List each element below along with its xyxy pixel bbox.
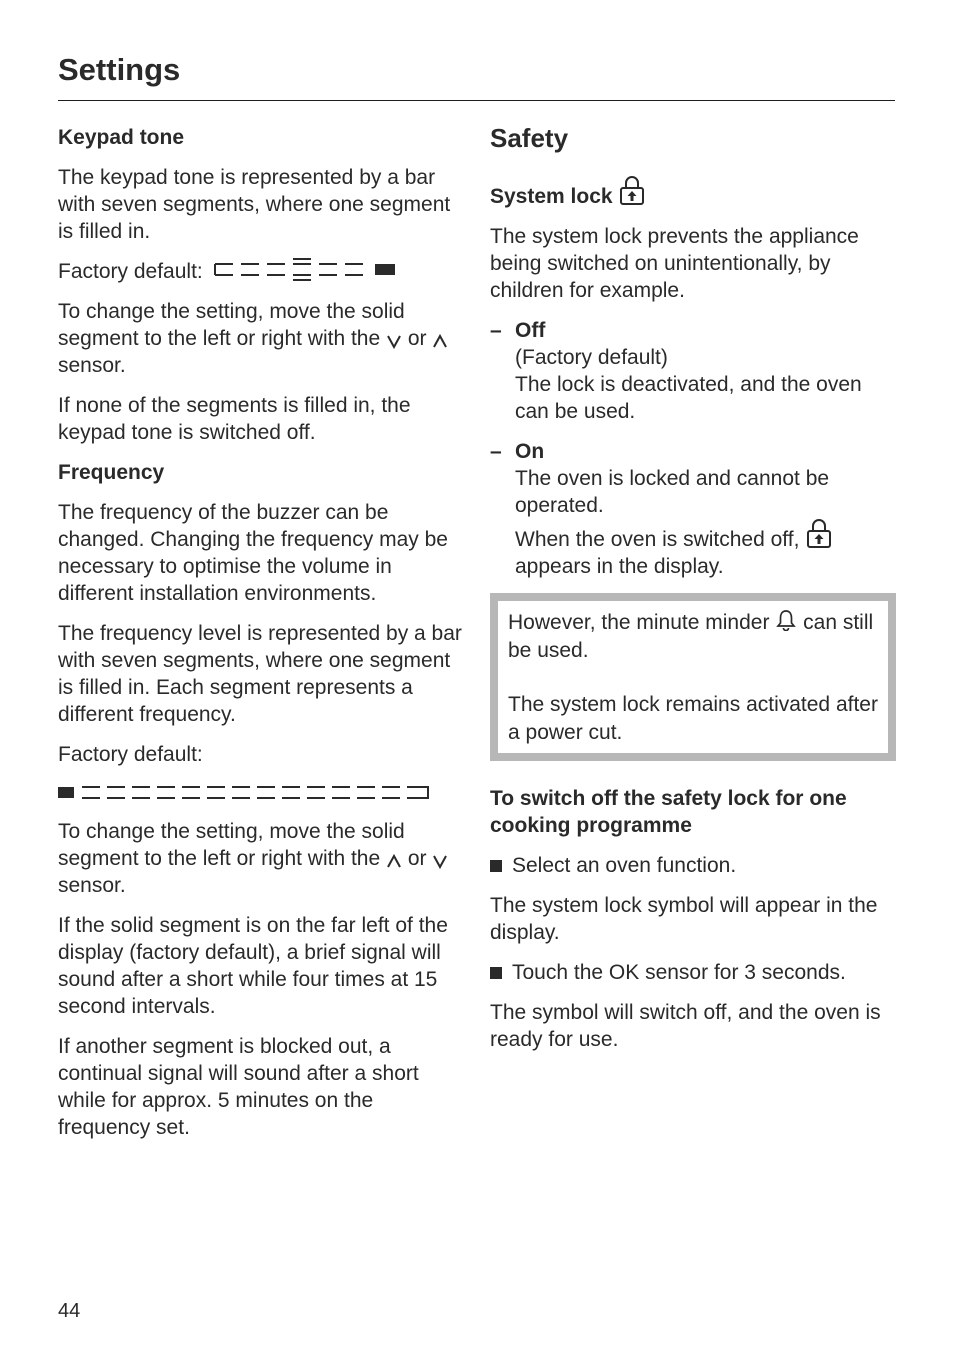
step-1-text: Select an oven function. (512, 854, 737, 877)
after-step-2: The symbol will switch off, and the oven is ready for use. (490, 1001, 881, 1051)
option-on (490, 438, 896, 580)
bullet-square (490, 967, 502, 979)
option-dash: – (490, 319, 502, 342)
frequency-factory-label: Factory default: (58, 743, 203, 766)
option-off (490, 317, 896, 425)
page-title: Settings (58, 52, 181, 87)
system-lock-intro: The system lock prevents the appliance being switched on unintentionally, by children for example. (490, 225, 859, 302)
keypad-off-note: If none of the segments is filled in, the keypad tone is switched off. (58, 394, 411, 444)
list-item (490, 852, 896, 879)
list-item (490, 959, 896, 986)
title-divider (58, 100, 895, 101)
frequency-p4: If another segment is blocked out, a continual signal will sound after a short while for approx. 5 minutes on the frequency set. (58, 1035, 419, 1139)
frequency-p2: The frequency level is represented by a bar with seven segments, where one segment is filled in. Each segment represents a different frequency. (58, 622, 462, 726)
bullet-square (490, 860, 502, 872)
note-power-cut: The system lock remains activated after a power cut. (508, 693, 878, 744)
frequency-bar (58, 781, 468, 805)
system-lock-heading: System lock (490, 176, 896, 210)
chevron-down-icon (386, 333, 402, 349)
chevron-down-icon (432, 853, 448, 869)
keypad-tone-heading: Keypad tone (58, 126, 185, 149)
keypad-change-setting: To change the setting, move the solid segment to the left or right with the or sensor. (58, 298, 468, 379)
option-on-label: On (515, 440, 545, 463)
option-dash: – (490, 440, 502, 463)
chevron-up-icon (386, 853, 402, 869)
frequency-change-setting: To change the setting, move the solid segment to the left or right with the or sensor. (58, 818, 468, 899)
page-number: 44 (58, 1300, 81, 1322)
bell-icon (775, 609, 797, 631)
safety-heading: Safety (490, 123, 569, 153)
note-box (490, 593, 896, 761)
note-minute-minder: However, the minute minder can still be used. (508, 611, 874, 662)
option-off-line-2: The lock is deactivated, and the oven can be used. (515, 373, 862, 423)
step-2-text: Touch the OK sensor for 3 seconds. (512, 961, 846, 984)
after-step-1: The system lock symbol will appear in the display. (490, 894, 878, 944)
left-column (58, 124, 468, 1154)
frequency-heading: Frequency (58, 461, 165, 484)
option-off-line-1: (Factory default) (515, 346, 668, 369)
option-off-label: Off (515, 319, 546, 342)
keypad-tone-intro: The keypad tone is represented by a bar with seven segments, where one segment is filled in. (58, 166, 451, 243)
keypad-factory-label: Factory default: (58, 260, 203, 283)
option-on-line-1: The oven is locked and cannot be operated. (515, 467, 830, 517)
frequency-bar-icon (58, 781, 438, 805)
frequency-p1: The frequency of the buzzer can be changed. Changing the frequency may be necessary to optimise the volume in different installation environments. (58, 501, 448, 605)
keypad-factory-default (58, 258, 468, 285)
chevron-up-icon (432, 333, 448, 349)
keypad-tone-bar-icon (209, 258, 401, 282)
lock-icon (805, 519, 833, 549)
right-column (490, 124, 896, 1066)
switch-off-heading: To switch off the safety lock for one cooking programme (490, 787, 847, 837)
lock-icon (618, 176, 646, 206)
option-on-line-2: When the oven is switched off, appears in the display. (515, 519, 896, 580)
frequency-p3: If the solid segment is on the far left of the display (factory default), a brief signal will sound after a short while four times at 15 second intervals. (58, 914, 448, 1018)
